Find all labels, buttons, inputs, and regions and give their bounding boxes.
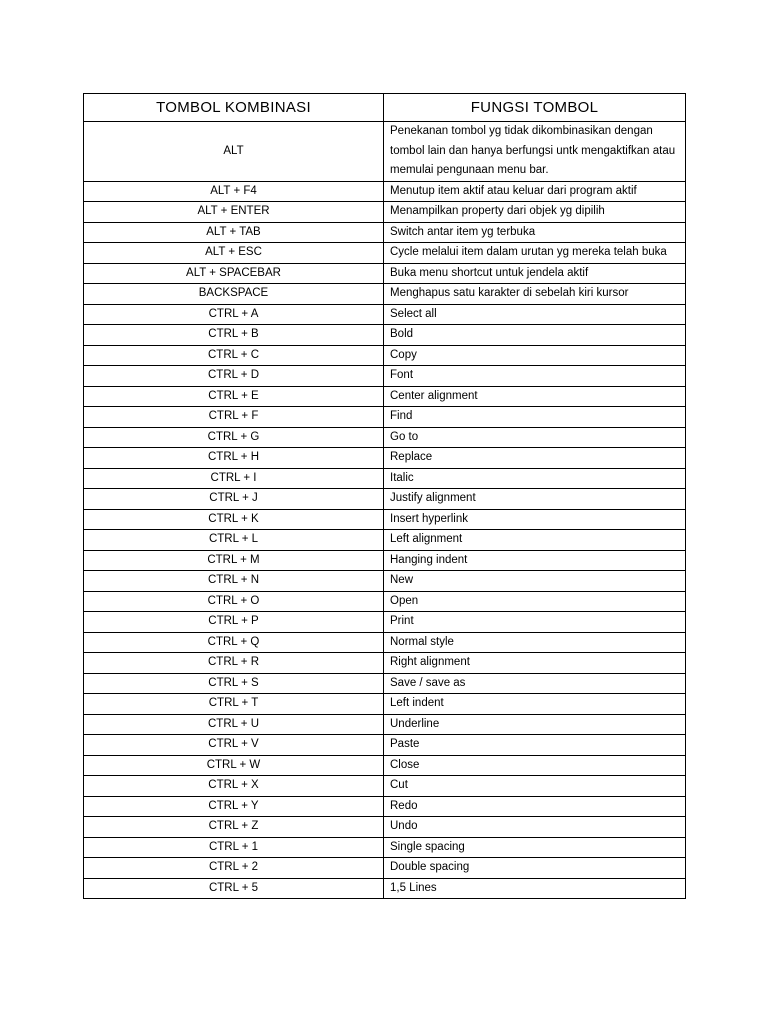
function-cell: Single spacing xyxy=(384,837,686,858)
key-combination-cell: ALT + F4 xyxy=(84,181,384,202)
function-cell: Save / save as xyxy=(384,673,686,694)
function-cell: Go to xyxy=(384,427,686,448)
table-row xyxy=(84,632,686,653)
function-cell: Menampilkan property dari objek yg dipilih xyxy=(384,202,686,223)
table-row xyxy=(84,345,686,366)
table-row xyxy=(84,284,686,305)
key-combination-cell: CTRL + T xyxy=(84,694,384,715)
table-row xyxy=(84,468,686,489)
key-combination-cell: CTRL + A xyxy=(84,304,384,325)
key-combination-cell: CTRL + H xyxy=(84,448,384,469)
key-combination-cell: CTRL + 1 xyxy=(84,837,384,858)
table-row xyxy=(84,181,686,202)
table-body xyxy=(84,122,686,899)
table-row xyxy=(84,122,686,182)
key-combination-cell: CTRL + Z xyxy=(84,817,384,838)
function-cell: Buka menu shortcut untuk jendela aktif xyxy=(384,263,686,284)
function-cell: Redo xyxy=(384,796,686,817)
key-combination-cell: CTRL + O xyxy=(84,591,384,612)
table-row xyxy=(84,489,686,510)
function-cell: Penekanan tombol yg tidak dikombinasikan dengan tombol lain dan hanya berfungsi untk mengaktifkan atau memulai pengunaan menu bar. xyxy=(384,122,686,182)
function-cell: Left alignment xyxy=(384,530,686,551)
function-cell: Right alignment xyxy=(384,653,686,674)
key-combination-cell: CTRL + E xyxy=(84,386,384,407)
key-combination-cell: ALT + ESC xyxy=(84,243,384,264)
function-cell: Replace xyxy=(384,448,686,469)
shortcut-table xyxy=(83,93,686,899)
function-cell: Open xyxy=(384,591,686,612)
table-row xyxy=(84,448,686,469)
function-cell: Center alignment xyxy=(384,386,686,407)
key-combination-cell: ALT + TAB xyxy=(84,222,384,243)
table-row xyxy=(84,714,686,735)
table-row xyxy=(84,325,686,346)
key-combination-cell: CTRL + M xyxy=(84,550,384,571)
table-row xyxy=(84,386,686,407)
function-cell: 1,5 Lines xyxy=(384,878,686,899)
table-row xyxy=(84,407,686,428)
key-combination-cell: CTRL + Q xyxy=(84,632,384,653)
table-row xyxy=(84,530,686,551)
function-cell: Select all xyxy=(384,304,686,325)
function-cell: Undo xyxy=(384,817,686,838)
key-combination-cell: CTRL + K xyxy=(84,509,384,530)
table-row xyxy=(84,653,686,674)
table-row xyxy=(84,550,686,571)
key-combination-cell: CTRL + I xyxy=(84,468,384,489)
key-combination-cell: CTRL + W xyxy=(84,755,384,776)
table-row xyxy=(84,735,686,756)
table-row xyxy=(84,878,686,899)
table-row xyxy=(84,243,686,264)
table-row xyxy=(84,571,686,592)
key-combination-cell: CTRL + 5 xyxy=(84,878,384,899)
key-combination-cell: CTRL + G xyxy=(84,427,384,448)
key-combination-cell: CTRL + J xyxy=(84,489,384,510)
function-cell: Copy xyxy=(384,345,686,366)
table-row xyxy=(84,222,686,243)
table-row xyxy=(84,817,686,838)
table-header-row xyxy=(84,94,686,122)
key-combination-cell: CTRL + U xyxy=(84,714,384,735)
table-row xyxy=(84,612,686,633)
key-combination-cell: ALT + SPACEBAR xyxy=(84,263,384,284)
table-row xyxy=(84,304,686,325)
function-cell: Font xyxy=(384,366,686,387)
key-combination-cell: CTRL + D xyxy=(84,366,384,387)
function-cell: Bold xyxy=(384,325,686,346)
table-row xyxy=(84,694,686,715)
key-combination-cell: ALT xyxy=(84,122,384,182)
key-combination-cell: CTRL + 2 xyxy=(84,858,384,879)
function-cell: Double spacing xyxy=(384,858,686,879)
key-combination-cell: CTRL + Y xyxy=(84,796,384,817)
key-combination-cell: CTRL + F xyxy=(84,407,384,428)
table-row xyxy=(84,202,686,223)
table-row xyxy=(84,837,686,858)
key-combination-cell: CTRL + C xyxy=(84,345,384,366)
function-cell: Cycle melalui item dalam urutan yg mereka telah buka xyxy=(384,243,686,264)
function-cell: Underline xyxy=(384,714,686,735)
table-row xyxy=(84,673,686,694)
function-cell: Justify alignment xyxy=(384,489,686,510)
key-combination-cell: CTRL + N xyxy=(84,571,384,592)
function-cell: Normal style xyxy=(384,632,686,653)
function-cell: New xyxy=(384,571,686,592)
column-header-key: TOMBOL KOMBINASI xyxy=(84,94,384,122)
key-combination-cell: CTRL + X xyxy=(84,776,384,797)
function-cell: Insert hyperlink xyxy=(384,509,686,530)
function-cell: Menghapus satu karakter di sebelah kiri kursor xyxy=(384,284,686,305)
function-cell: Paste xyxy=(384,735,686,756)
function-cell: Find xyxy=(384,407,686,428)
table-row xyxy=(84,591,686,612)
table-row xyxy=(84,427,686,448)
table-row xyxy=(84,509,686,530)
key-combination-cell: CTRL + V xyxy=(84,735,384,756)
function-cell: Hanging indent xyxy=(384,550,686,571)
function-cell: Switch antar item yg terbuka xyxy=(384,222,686,243)
function-cell: Print xyxy=(384,612,686,633)
table-row xyxy=(84,776,686,797)
table-row xyxy=(84,755,686,776)
column-header-function: FUNGSI TOMBOL xyxy=(384,94,686,122)
key-combination-cell: CTRL + S xyxy=(84,673,384,694)
function-cell: Italic xyxy=(384,468,686,489)
function-cell: Left indent xyxy=(384,694,686,715)
key-combination-cell: CTRL + R xyxy=(84,653,384,674)
function-cell: Close xyxy=(384,755,686,776)
key-combination-cell: CTRL + P xyxy=(84,612,384,633)
table-row xyxy=(84,366,686,387)
function-cell: Menutup item aktif atau keluar dari program aktif xyxy=(384,181,686,202)
key-combination-cell: CTRL + L xyxy=(84,530,384,551)
table-row xyxy=(84,263,686,284)
table-row xyxy=(84,796,686,817)
key-combination-cell: CTRL + B xyxy=(84,325,384,346)
key-combination-cell: ALT + ENTER xyxy=(84,202,384,223)
function-cell: Cut xyxy=(384,776,686,797)
table-row xyxy=(84,858,686,879)
key-combination-cell: BACKSPACE xyxy=(84,284,384,305)
